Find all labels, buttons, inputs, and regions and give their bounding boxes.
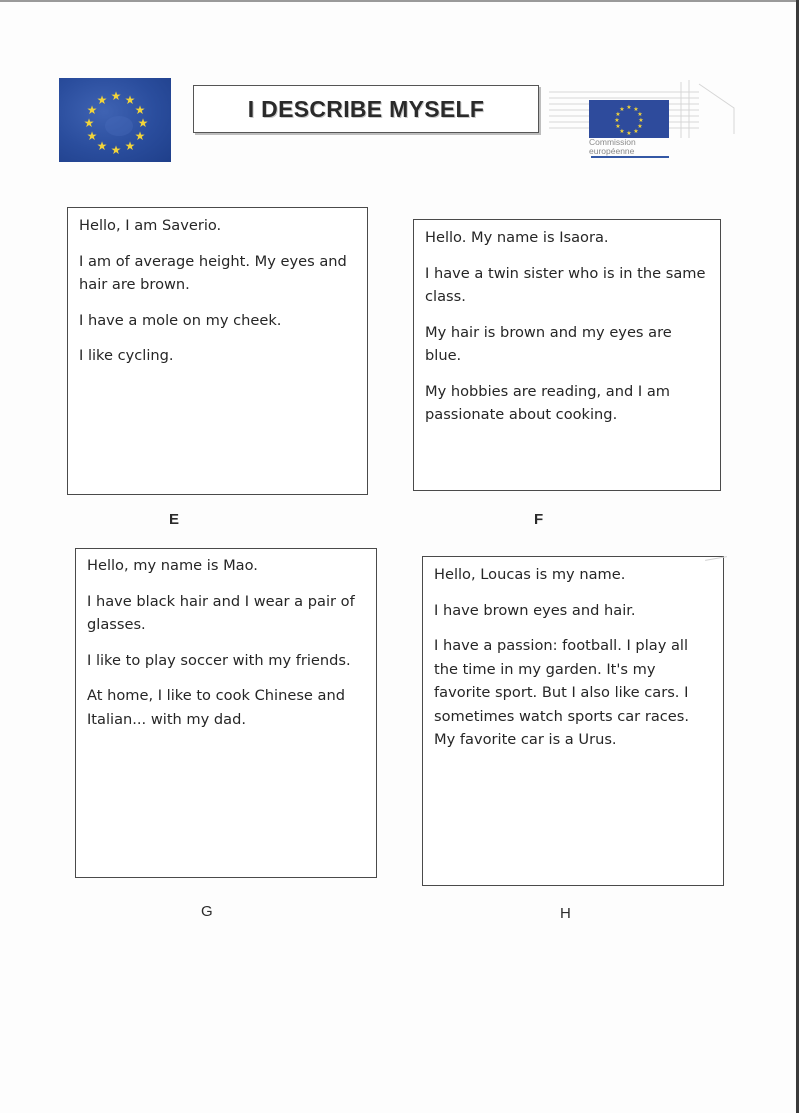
title-box bbox=[193, 85, 539, 133]
card-paragraph: Hello. My name is Isaora. bbox=[425, 229, 609, 246]
svg-text:★: ★ bbox=[619, 106, 625, 113]
svg-text:★: ★ bbox=[110, 143, 122, 157]
card-paragraph: I have black hair and I wear a pair of glasses. bbox=[87, 592, 355, 633]
svg-text:★: ★ bbox=[124, 93, 136, 107]
card-paragraph: I have brown eyes and hair. bbox=[434, 601, 636, 619]
card-paragraph: I have a passion: football. I play all the time in my garden. It's my favorite sport. But I also like cars. I sometimes watch sports car races. My favorite car is a Urus. bbox=[434, 637, 690, 748]
svg-text:★: ★ bbox=[637, 123, 643, 130]
card-paragraph: Hello, I am Saverio. bbox=[79, 217, 222, 234]
card-letter-h: H bbox=[560, 905, 571, 922]
svg-text:★: ★ bbox=[633, 128, 639, 135]
svg-text:★: ★ bbox=[96, 139, 108, 153]
svg-text:★: ★ bbox=[96, 93, 108, 107]
svg-text:★: ★ bbox=[614, 117, 620, 124]
european-commission-logo bbox=[549, 78, 741, 160]
commission-flag bbox=[589, 100, 669, 138]
svg-text:★: ★ bbox=[638, 117, 644, 124]
svg-text:★: ★ bbox=[83, 116, 95, 130]
card-paragraph: At home, I like to cook Chinese and Italian... with my dad. bbox=[87, 687, 345, 728]
card-letter-g: G bbox=[201, 903, 213, 920]
eu-stars-icon bbox=[59, 78, 171, 162]
description-card-h bbox=[422, 556, 724, 886]
card-paragraph: I have a twin sister who is in the same class. bbox=[425, 264, 706, 305]
description-card-g bbox=[75, 548, 377, 878]
description-card-e bbox=[67, 207, 368, 495]
description-card-f bbox=[413, 219, 721, 491]
svg-text:★: ★ bbox=[626, 130, 632, 137]
svg-text:★: ★ bbox=[124, 139, 136, 153]
page-title: I DESCRIBE MYSELF bbox=[247, 95, 485, 122]
card-paragraph: Hello, Loucas is my name. bbox=[434, 566, 626, 583]
svg-text:★: ★ bbox=[86, 129, 98, 143]
svg-text:★: ★ bbox=[86, 103, 98, 117]
card-paragraph: I am of average height. My eyes and hair are brown. bbox=[79, 252, 347, 293]
commission-name-line1: Commission bbox=[589, 137, 636, 147]
svg-text:★: ★ bbox=[137, 116, 149, 130]
svg-text:★: ★ bbox=[134, 103, 146, 117]
commission-stars-icon bbox=[589, 100, 669, 138]
commission-underline bbox=[591, 156, 669, 158]
svg-text:★: ★ bbox=[619, 128, 625, 135]
card-paragraph: Hello, my name is Mao. bbox=[87, 557, 258, 574]
card-paragraph: I have a mole on my cheek. bbox=[79, 311, 282, 329]
svg-text:★: ★ bbox=[633, 106, 639, 113]
scan-edge-top bbox=[0, 0, 799, 2]
card-paragraph: I like to play soccer with my friends. bbox=[87, 651, 351, 669]
svg-text:★: ★ bbox=[615, 123, 621, 130]
card-letter-e: E bbox=[169, 511, 180, 528]
card-paragraph: My hobbies are reading, and I am passionate about cooking. bbox=[425, 382, 670, 423]
card-letter-f: F bbox=[534, 511, 544, 528]
card-paragraph: I like cycling. bbox=[79, 347, 174, 364]
commission-name-line2: européenne bbox=[589, 146, 635, 156]
svg-text:★: ★ bbox=[134, 129, 146, 143]
eu-flag-image bbox=[59, 78, 171, 162]
svg-text:★: ★ bbox=[626, 104, 632, 111]
commission-name bbox=[589, 138, 673, 156]
svg-text:★: ★ bbox=[615, 111, 621, 118]
svg-text:★: ★ bbox=[110, 89, 122, 103]
card-paragraph: My hair is brown and my eyes are blue. bbox=[425, 323, 672, 364]
svg-text:★: ★ bbox=[637, 111, 643, 118]
